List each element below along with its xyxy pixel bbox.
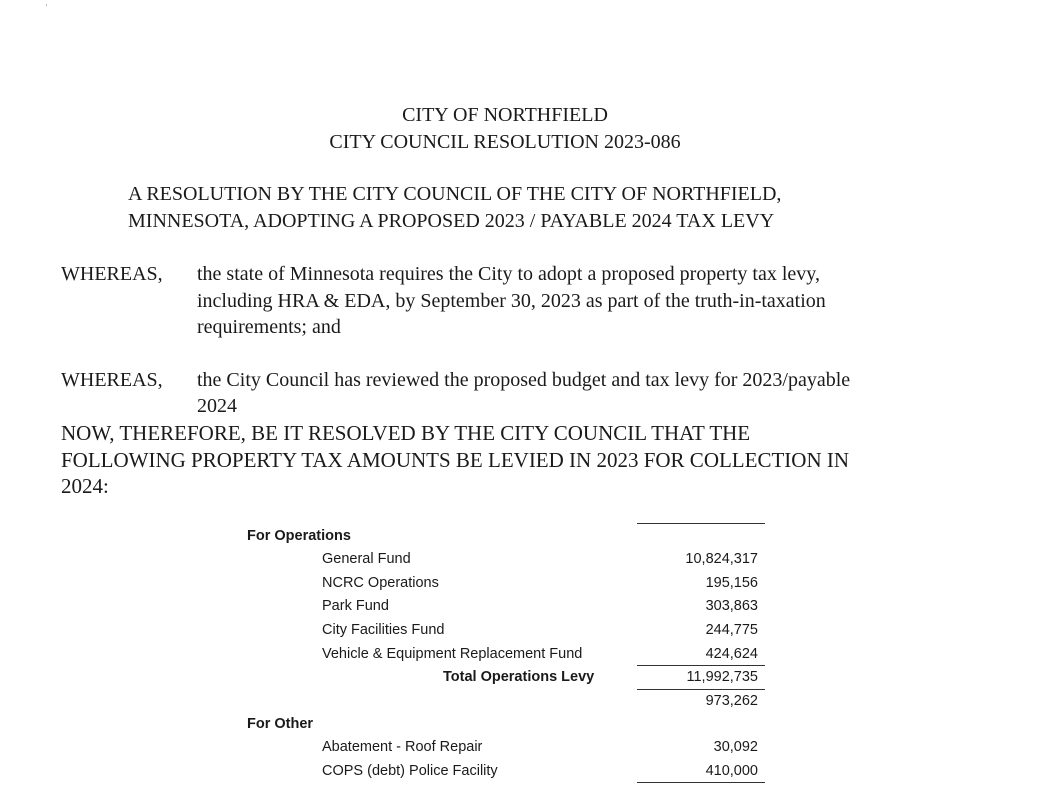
resolution-title-line2: MINNESOTA, ADOPTING A PROPOSED 2023 / PAYABLE 2024 TAX LEVY <box>128 210 775 232</box>
levy-row-label: General Fund <box>322 551 411 567</box>
resolved-line1: NOW, THEREFORE, BE IT RESOLVED BY THE CITY COUNCIL THAT THE <box>61 421 751 445</box>
resolved-line2: FOLLOWING PROPERTY TAX AMOUNTS BE LEVIED IN 2023 FOR COLLECTION IN <box>61 448 850 472</box>
city-name: CITY OF NORTHFIELD <box>402 104 608 126</box>
levy-row-value: 303,863 <box>705 598 758 614</box>
levy-row-value: 424,624 <box>705 646 758 662</box>
levy-row-value: 30,092 <box>713 739 758 755</box>
levy-row-value: 244,775 <box>705 622 758 638</box>
operations-heading: For Operations <box>247 528 351 544</box>
whereas-2-line2: 2024 <box>197 395 237 417</box>
levy-row-label: NCRC Operations <box>322 575 439 591</box>
levy-row-value: 10,824,317 <box>685 551 758 567</box>
levy-row-label: Vehicle & Equipment Replacement Fund <box>322 646 583 662</box>
resolution-title-line1: A RESOLUTION BY THE CITY COUNCIL OF THE CITY OF NORTHFIELD, <box>128 183 782 205</box>
total-operations-label: Total Operations Levy <box>443 669 595 685</box>
levy-row-label: COPS (debt) Police Facility <box>322 763 498 779</box>
other-subtotal-value: 973,262 <box>705 693 758 709</box>
subtotal-rule <box>637 665 765 666</box>
whereas-2-line1: the City Council has reviewed the proposed budget and tax levy for 2023/payable <box>197 369 851 391</box>
other-heading: For Other <box>247 716 314 732</box>
scan-speck <box>46 4 47 6</box>
whereas-label: WHEREAS, <box>61 263 163 285</box>
levy-row-label: City Facilities Fund <box>322 622 445 638</box>
total-operations-value: 11,992,735 <box>686 669 758 685</box>
resolved-line3: 2024: <box>61 474 109 498</box>
bottom-rule <box>637 782 765 783</box>
levy-row-value: 410,000 <box>705 763 758 779</box>
total-rule <box>637 689 765 690</box>
whereas-label: WHEREAS, <box>61 369 163 391</box>
levy-row-value: 195,156 <box>705 575 758 591</box>
table-top-rule <box>637 523 765 524</box>
resolution-number: CITY COUNCIL RESOLUTION 2023-086 <box>329 131 681 153</box>
whereas-1-line1: the state of Minnesota requires the City to adopt a proposed property tax levy, <box>197 263 820 285</box>
whereas-1-line3: requirements; and <box>197 316 341 338</box>
levy-row-label: Abatement - Roof Repair <box>322 739 483 755</box>
levy-row-label: Park Fund <box>322 598 389 614</box>
whereas-1-line2: including HRA & EDA, by September 30, 2023 as part of the truth-in-taxation <box>197 290 826 312</box>
